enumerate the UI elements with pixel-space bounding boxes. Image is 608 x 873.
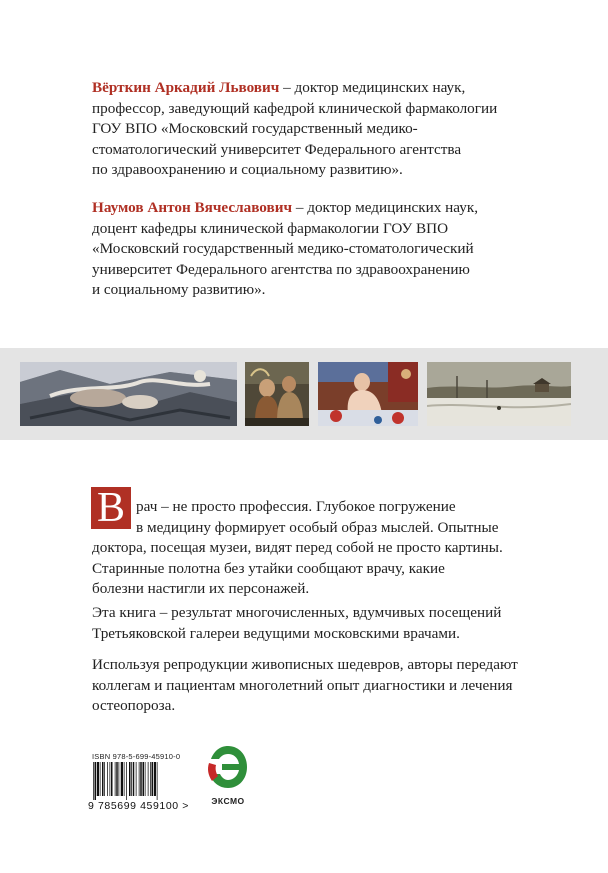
paragraph-line: Используя репродукции живописных шедевров, авторы передают bbox=[92, 656, 518, 673]
barcode-bar bbox=[150, 762, 151, 796]
eksmo-logo-icon bbox=[206, 743, 250, 793]
paragraph-line: Эта книга – результат многочисленных, вдумчивых посещений bbox=[92, 604, 502, 621]
drop-cap: В bbox=[91, 487, 131, 529]
barcode-bar bbox=[136, 762, 137, 796]
publisher-logo-text: ЭКСМО bbox=[211, 796, 245, 806]
barcode-bar bbox=[157, 762, 158, 800]
barcode-bar bbox=[116, 762, 118, 796]
barcode-bar bbox=[148, 762, 149, 796]
barcode-bar bbox=[119, 762, 120, 796]
barcode-bar bbox=[131, 762, 132, 796]
painting-figures-image bbox=[245, 362, 309, 426]
barcode-bar bbox=[121, 762, 123, 796]
method-paragraph bbox=[92, 655, 532, 717]
barcode-bar bbox=[154, 762, 156, 796]
painting-winter-landscape-image bbox=[427, 362, 571, 426]
barcode-bar bbox=[95, 762, 97, 800]
author-bio-2 bbox=[92, 198, 532, 301]
barcode-bar bbox=[107, 762, 108, 796]
author-bio-line: университет Федерального агентства по здравоохранению bbox=[92, 260, 470, 278]
author-name: Наумов Антон Вячеславович bbox=[92, 199, 293, 216]
barcode-bar bbox=[152, 762, 154, 796]
author-bio-line: ГОУ ВПО «Московский государственный медико- bbox=[92, 120, 418, 137]
paragraph-line: Старинные полотна без утайки сообщают врачу, какие bbox=[92, 559, 445, 577]
barcode-image bbox=[92, 762, 186, 800]
author-name: Вёрткин Аркадий Львович bbox=[92, 79, 280, 96]
barcode-bar bbox=[129, 762, 131, 796]
paragraph-line: Третьяковской галереи ведущими московскими врачами. bbox=[92, 624, 460, 642]
paragraph-line: рач – не просто профессия. Глубокое погружение bbox=[136, 498, 456, 515]
barcode-bar bbox=[100, 762, 101, 796]
barcode-bar bbox=[124, 762, 125, 796]
author-bio-line: – доктор медицинских наук, bbox=[279, 79, 466, 96]
isbn-label: ISBN 978-5-699-45910-0 bbox=[92, 752, 181, 761]
barcode-bar bbox=[140, 762, 142, 796]
barcode-bar bbox=[143, 762, 145, 796]
author-bio-line: по здравоохранению и социальному развитию». bbox=[92, 161, 403, 178]
paragraph-line: болезни настигли их персонажей. bbox=[92, 580, 310, 597]
barcode-bar bbox=[97, 762, 99, 796]
author-bio-line: «Московский государственный медико-стоматологический bbox=[92, 240, 474, 257]
intro-paragraph bbox=[92, 497, 532, 600]
barcode-bar bbox=[145, 762, 146, 796]
barcode-bar bbox=[102, 762, 104, 796]
barcode-digits: 9 785699 459100 > bbox=[88, 800, 189, 812]
author-bio-line: и социальному развитию». bbox=[92, 281, 266, 298]
author-bio-1 bbox=[92, 78, 532, 181]
barcode-bar bbox=[110, 762, 111, 796]
author-bio-line: стоматологический университет Федерального агентства bbox=[92, 140, 462, 158]
paragraph-line: коллегам и пациентам многолетний опыт диагностики и лечения bbox=[92, 676, 513, 694]
author-bio-line: доцент кафедры клинической фармакологии ГОУ ВПО bbox=[92, 219, 449, 237]
barcode-bar bbox=[126, 762, 127, 800]
book-paragraph bbox=[92, 603, 532, 644]
barcode-bar bbox=[104, 762, 105, 796]
painting-demon-image bbox=[20, 362, 237, 426]
barcode-bar bbox=[139, 762, 140, 796]
paragraph-line: остеопороза. bbox=[92, 697, 176, 714]
paragraph-line: доктора, посещая музеи, видят перед собой не просто картины. bbox=[92, 539, 503, 556]
barcode-bar bbox=[93, 762, 94, 800]
barcode-bar bbox=[115, 762, 116, 796]
painting-bather-image bbox=[318, 362, 418, 426]
barcode-bar bbox=[111, 762, 113, 796]
barcode-bar bbox=[133, 762, 135, 796]
author-bio-line: – доктор медицинских наук, bbox=[292, 199, 479, 216]
paragraph-line: в медицину формирует особый образ мыслей. Опытные bbox=[136, 518, 499, 536]
author-bio-line: профессор, заведующий кафедрой клинической фармакологии bbox=[92, 99, 498, 117]
